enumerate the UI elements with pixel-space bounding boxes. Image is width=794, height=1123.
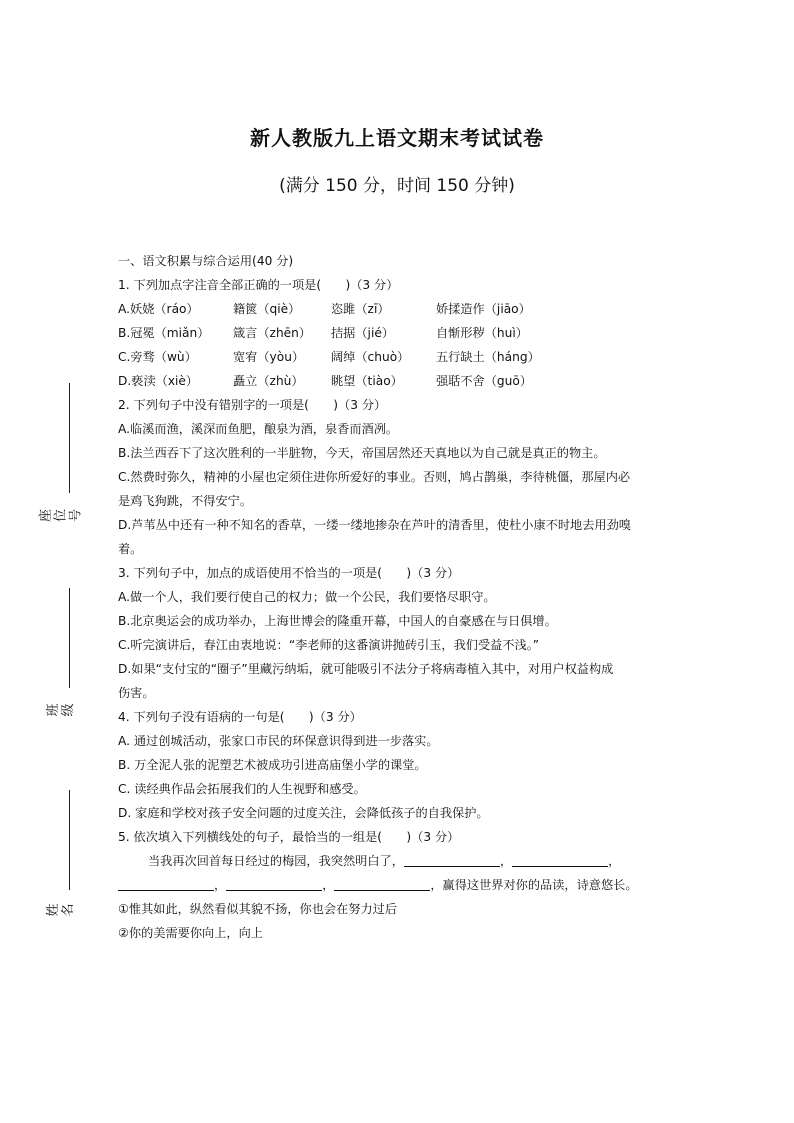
- q3-option-d-line1: D.如果“支付宝的“圈子”里藏污纳垢，就可能吸引不法分子将病毒植入其中，对用户权益构成: [118, 662, 614, 676]
- q1-option-b: B.冠冕（miǎn） 箴言（zhēn） 拮据（jié） 自惭形秽（huì）: [118, 326, 528, 340]
- answer-blank-4[interactable]: [226, 876, 322, 891]
- q1-option-c: C.旁骛（wù） 宽宥（yòu） 阔绰（chuò） 五行缺土（háng）: [118, 350, 540, 364]
- q5-passage-line2: ， ， ，赢得这世界对你的品读，诗意悠长。: [118, 873, 718, 897]
- exam-content: [118, 249, 718, 945]
- q2-option-d-line2: 着。: [118, 542, 143, 556]
- q1-option-d: D.亵渎（xiè） 矗立（zhù） 眺望（tiào） 强聒不舍（guō）: [118, 374, 533, 388]
- q4-option-d: D. 家庭和学校对孩子安全问题的过度关注，会降低孩子的自我保护。: [118, 806, 489, 820]
- answer-blank-2[interactable]: [512, 852, 608, 867]
- class-label: 班级: [46, 703, 76, 717]
- q3-option-b: B.北京奥运会的成功举办，上海世博会的隆重开幕，中国人的自豪感在与日俱增。: [118, 614, 557, 628]
- seat-line: [69, 383, 70, 493]
- q4-option-a: A. 通过创城活动，张家口市民的环保意识得到进一步落实。: [118, 734, 439, 748]
- seat-label: 座位号: [38, 509, 84, 523]
- q2-option-c-line1: C.然费时弥久，精神的小屋也定须住进你所爱好的事业。否则，鸠占鹊巢，李待桃僵，那屋内必: [118, 470, 631, 484]
- q2-option-d-line1: D.芦苇丛中还有一种不知名的香草，一缕一缕地掺杂在芦叶的清香里，使杜小康不时地去用劲嗅: [118, 518, 631, 532]
- q5-passage-line1: 当我再次回首每日经过的梅园，我突然明白了， ， ，: [148, 854, 621, 868]
- q1-option-a: A.妖娆（ráo） 籍篋（qiè） 恣雎（zī） 娇揉造作（jiāo）: [118, 302, 531, 316]
- class-line: [69, 588, 70, 688]
- q4-option-c: C. 读经典作品会拓展我们的人生视野和感受。: [118, 782, 366, 796]
- exam-subtitle: (满分 150 分，时间 150 分钟): [279, 176, 515, 196]
- q2-option-b: B.法兰西吞下了这次胜利的一半脏物，今天，帝国居然还天真地以为自己就是真正的物主。: [118, 446, 606, 460]
- answer-blank-3[interactable]: [118, 876, 214, 891]
- question-5-stem: 5. 依次填入下列横线处的句子，最恰当的一组是( )（3 分）: [118, 830, 460, 844]
- name-label: 姓名: [46, 903, 76, 917]
- q5-item-1: ①惟其如此，纵然看似其貌不扬，你也会在努力过后: [118, 902, 398, 916]
- q3-option-d-line2: 伤害。: [118, 686, 155, 700]
- q3-option-a: A.做一个人，我们要行使自己的权力；做一个公民，我们要恪尽职守。: [118, 590, 496, 604]
- question-3-stem: 3. 下列句子中，加点的成语使用不恰当的一项是( )（3 分）: [118, 566, 460, 580]
- question-1-stem: 1. 下列加点字注音全部正确的一项是( )（3 分）: [118, 278, 399, 292]
- q4-option-b: B. 万全泥人张的泥塑艺术被成功引进高庙堡小学的课堂。: [118, 758, 427, 772]
- answer-blank-1[interactable]: [404, 852, 500, 867]
- q3-option-c: C.听完演讲后，春江由衷地说：“李老师的这番演讲抛砖引玉，我们受益不浅。”: [118, 638, 540, 652]
- question-2-stem: 2. 下列句子中没有错别字的一项是( )（3 分）: [118, 398, 387, 412]
- name-line: [69, 790, 70, 890]
- q5-item-2: ②你的美需要你向上，向上: [118, 926, 263, 940]
- section-heading: 一、语文积累与综合运用(40 分): [118, 254, 294, 268]
- question-4-stem: 4. 下列句子没有语病的一句是( )（3 分）: [118, 710, 362, 724]
- answer-blank-5[interactable]: [334, 876, 430, 891]
- exam-title: 新人教版九上语文期末考试试卷: [250, 126, 544, 150]
- q2-option-a: A.临溪而渔，溪深而鱼肥，酿泉为酒，泉香而酒冽。: [118, 422, 399, 436]
- q2-option-c-line2: 是鸡飞狗跳，不得安宁。: [118, 494, 253, 508]
